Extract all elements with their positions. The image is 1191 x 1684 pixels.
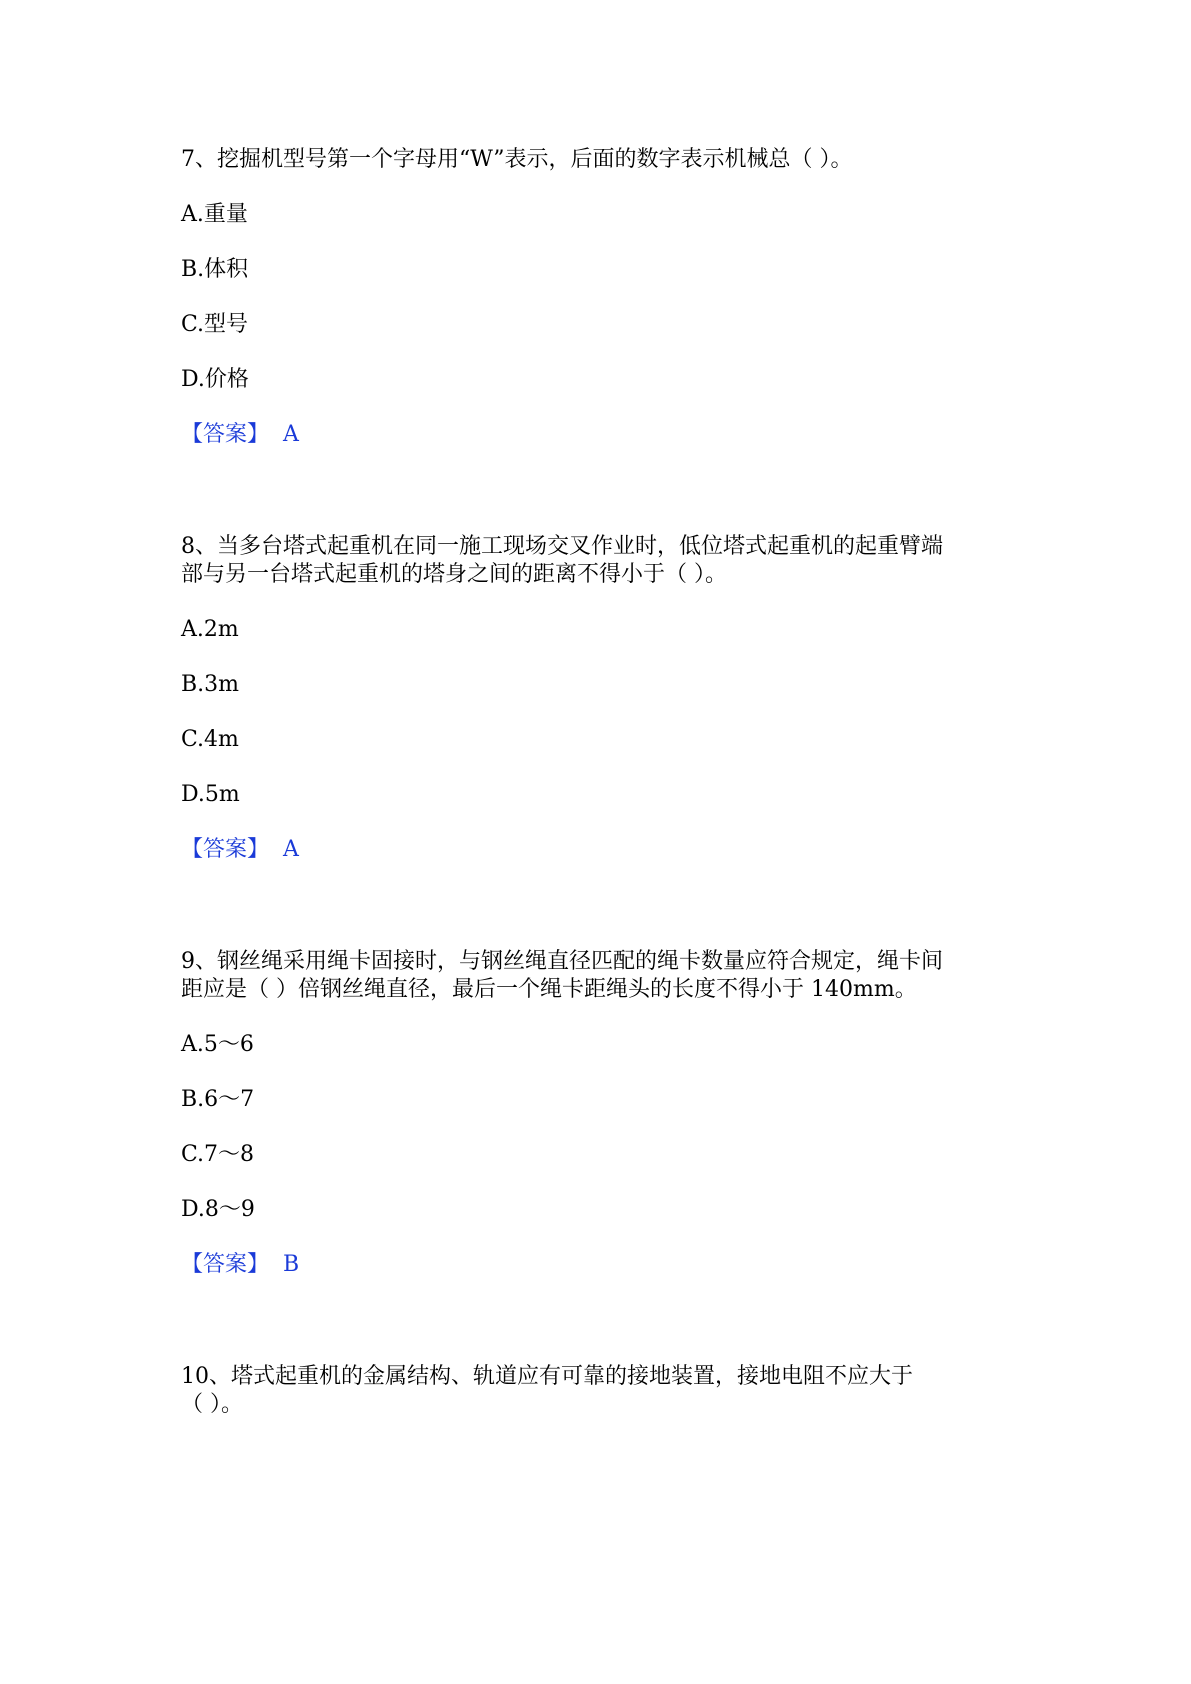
question-9-option-d: D.8～9 xyxy=(181,1197,255,1222)
question-9-stem-line-1: 9、钢丝绳采用绳卡固接时，与钢丝绳直径匹配的绳卡数量应符合规定，绳卡间 xyxy=(181,949,943,974)
question-7-answer xyxy=(181,420,299,450)
question-9-stem-line-2: 距应是（ ）倍钢丝绳直径，最后一个绳卡距绳头的长度不得小于 140mm。 xyxy=(181,977,917,1002)
question-8-stem-line-1: 8、当多台塔式起重机在同一施工现场交叉作业时，低位塔式起重机的起重臂端 xyxy=(181,534,943,559)
question-8-answer xyxy=(181,835,299,865)
question-9-answer xyxy=(181,1250,299,1280)
answer-label: 【答案】 xyxy=(181,422,270,447)
question-8-option-b: B.3m xyxy=(181,672,240,697)
question-7-option-d: D.价格 xyxy=(181,367,249,392)
answer-value: A xyxy=(283,422,299,447)
question-7-stem-line-1: 7、挖掘机型号第一个字母用“W”表示，后面的数字表示机械总（ ）。 xyxy=(181,147,853,172)
answer-value: B xyxy=(283,1252,300,1277)
question-8-option-a: A.2m xyxy=(181,617,239,642)
question-9-option-a: A.5～6 xyxy=(181,1032,254,1057)
answer-label: 【答案】 xyxy=(181,837,270,862)
question-9-option-c: C.7～8 xyxy=(181,1142,255,1167)
question-8-option-d: D.5m xyxy=(181,782,240,807)
question-7-option-b: B.体积 xyxy=(181,257,249,282)
answer-label: 【答案】 xyxy=(181,1252,270,1277)
question-7-option-a: A.重量 xyxy=(181,202,248,227)
answer-value: A xyxy=(283,837,299,862)
question-10-stem-line-1: 10、塔式起重机的金属结构、轨道应有可靠的接地装置，接地电阻不应大于 xyxy=(181,1364,913,1389)
question-10-stem-line-2: （ ）。 xyxy=(181,1392,243,1417)
question-8-stem-line-2: 部与另一台塔式起重机的塔身之间的距离不得小于（ ）。 xyxy=(181,562,727,587)
question-7-option-c: C.型号 xyxy=(181,312,249,337)
question-8-option-c: C.4m xyxy=(181,727,239,752)
question-9-option-b: B.6～7 xyxy=(181,1087,255,1112)
